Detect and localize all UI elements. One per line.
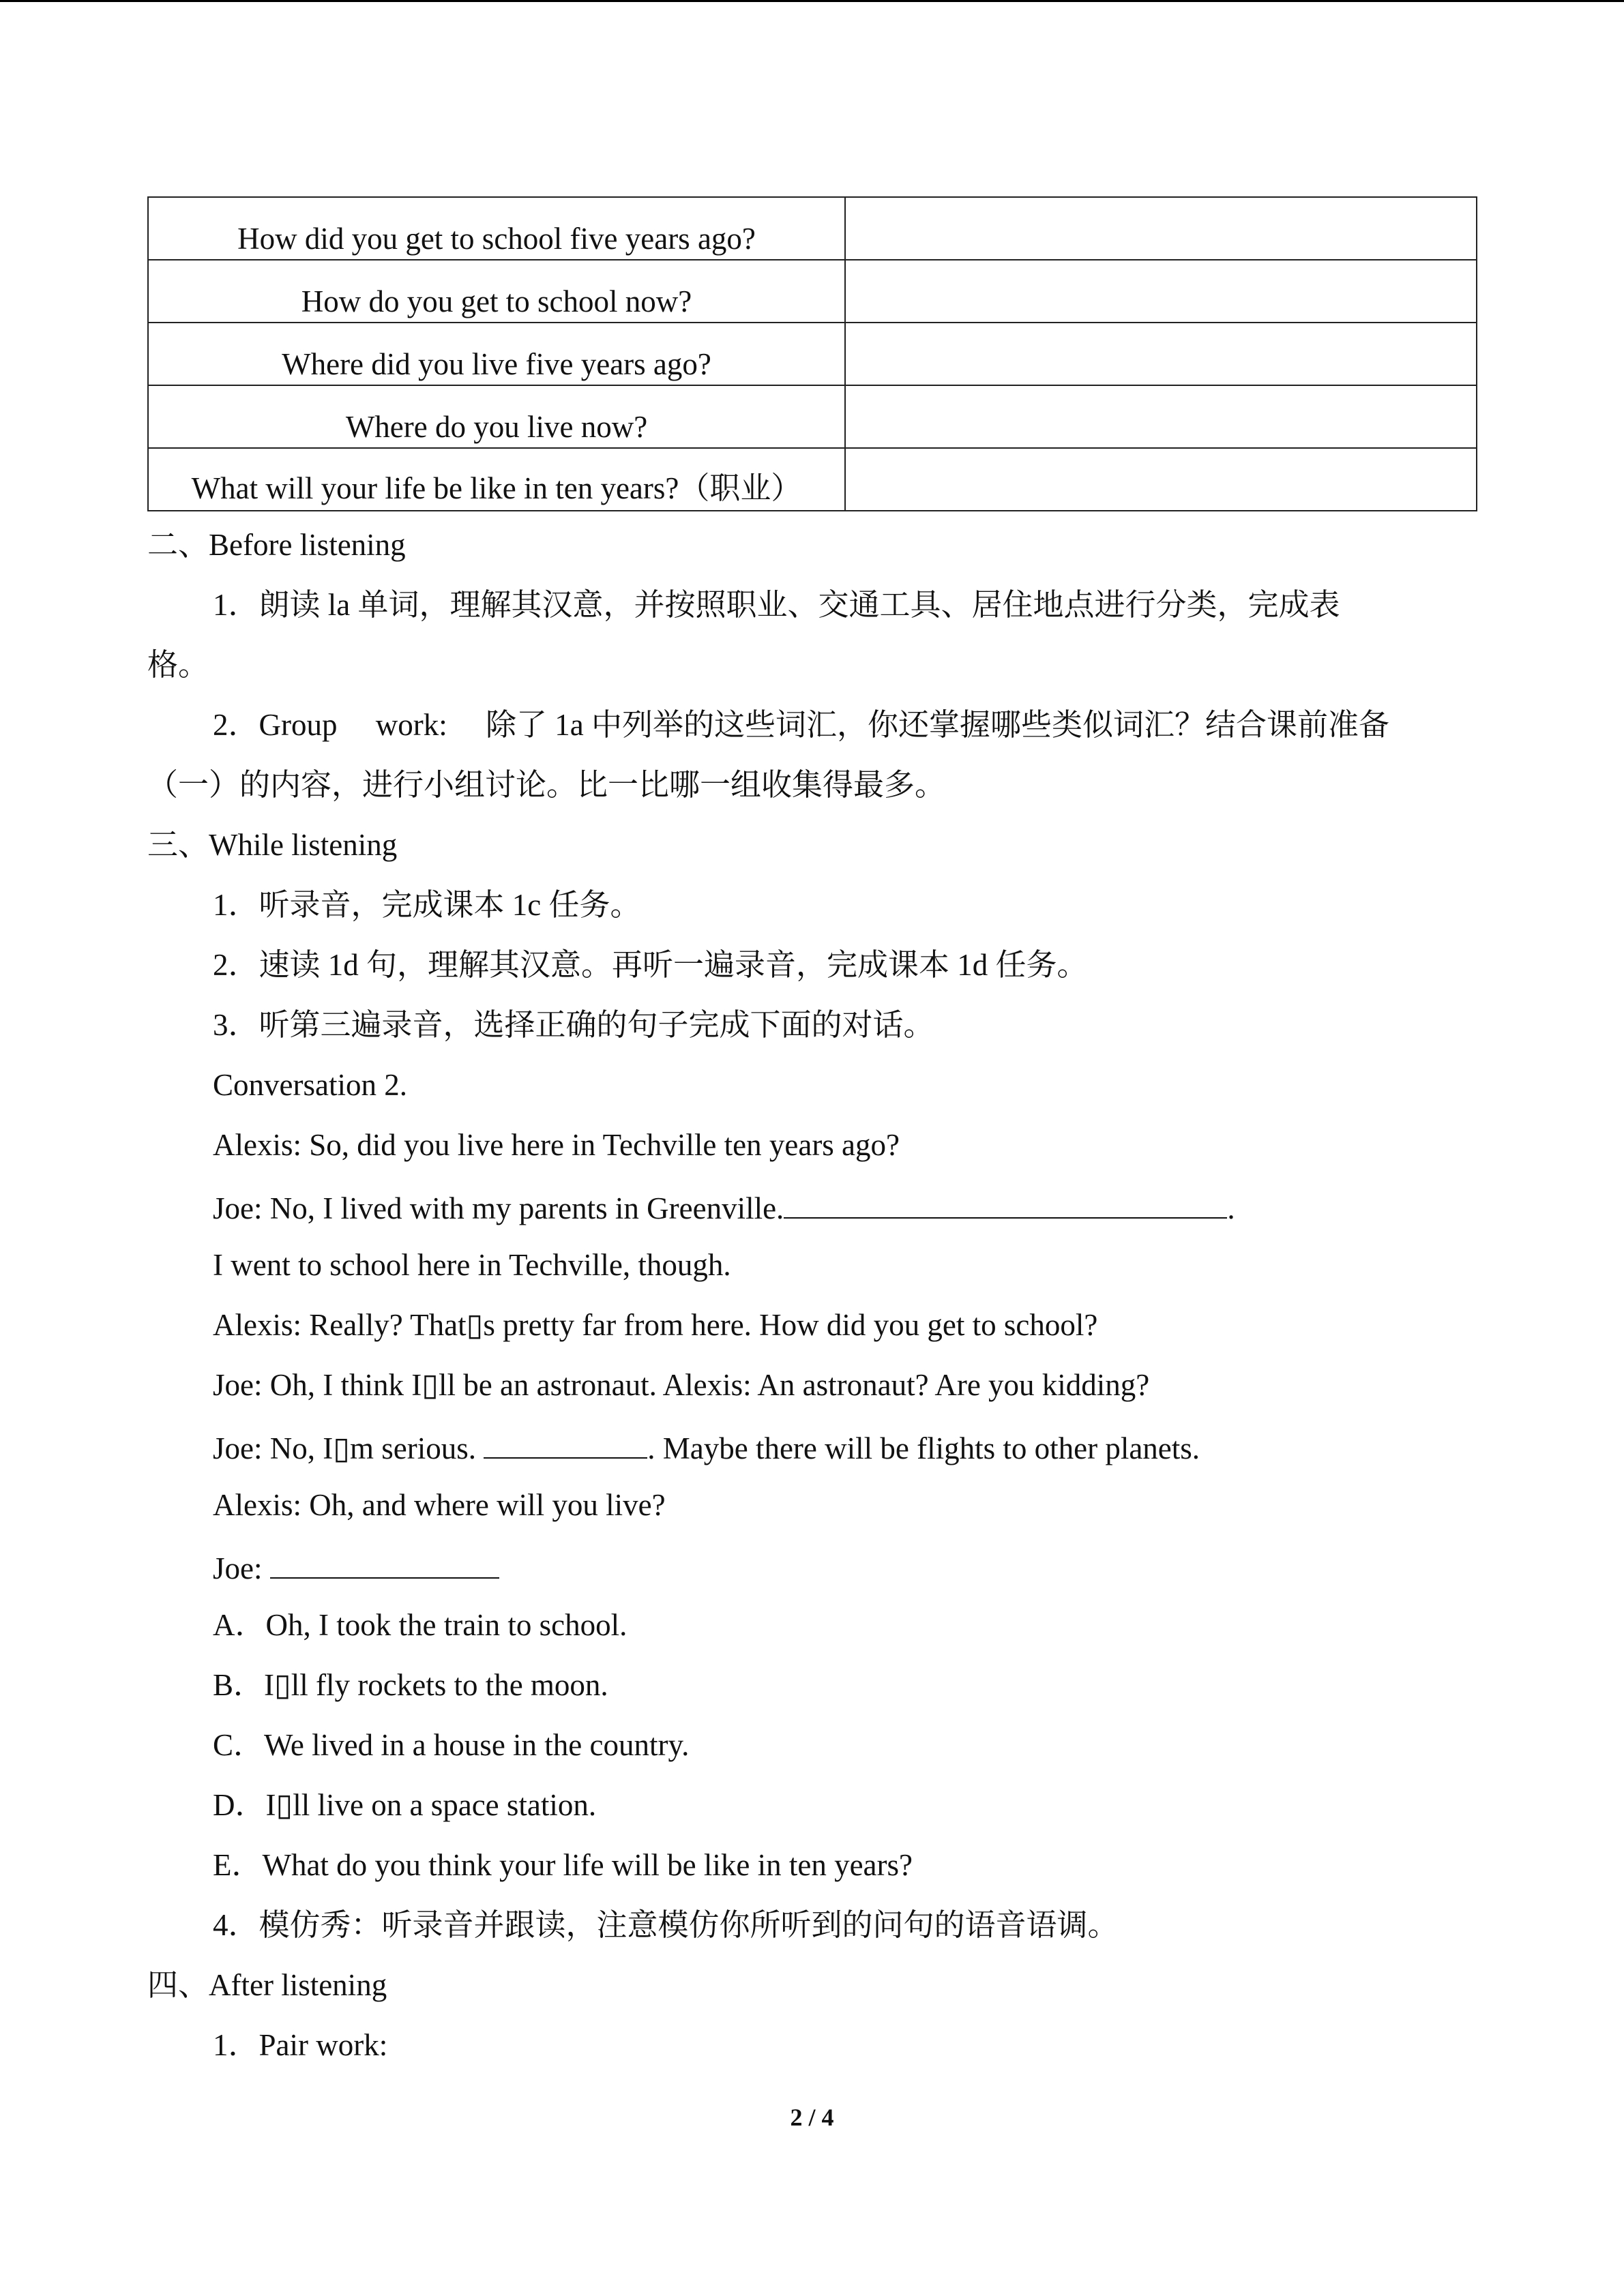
section-heading-after-listening: 四、After listening: [147, 1968, 387, 2002]
option-b: B．I▯ll fly rockets to the moon.: [213, 1668, 608, 1702]
section-heading-while-listening: 三、While listening: [147, 828, 398, 862]
option-a: A．Oh, I took the train to school.: [213, 1608, 628, 1642]
dialogue-line: [213, 1545, 499, 1589]
dialogue-text: .: [1227, 1191, 1235, 1225]
conversation-title: Conversation 2.: [213, 1068, 407, 1102]
while-item-3: 3．听第三遍录音，选择正确的句子完成下面的对话。: [213, 1008, 934, 1042]
table-row: [148, 385, 1477, 448]
dialogue-line: [213, 1184, 1235, 1229]
question-cell: Where do you live now?: [148, 385, 845, 448]
answer-blank[interactable]: [270, 1545, 499, 1579]
question-cell: How did you get to school five years ago?: [148, 197, 845, 260]
before-item-2-line-1: 2．Group work: 除了 1a 中列举的这些词汇，你还掌握哪些类似词汇？结合课前准备: [213, 708, 1389, 742]
answer-cell[interactable]: [845, 323, 1477, 385]
table-row: [148, 323, 1477, 385]
option-c: C．We lived in a house in the country.: [213, 1728, 690, 1762]
before-item-1-line-2: 格。: [147, 648, 209, 682]
dialogue-line: Alexis: Really? That▯s pretty far from here. How did you get to school?: [213, 1308, 1098, 1342]
while-item-4: 4．模仿秀：听录音并跟读，注意模仿你所听到的问句的语音语调。: [213, 1908, 1119, 1942]
question-cell: How do you get to school now?: [148, 260, 845, 323]
dialogue-line: Joe: Oh, I think I▯ll be an astronaut. Alexis: An astronaut? Are you kidding?: [213, 1368, 1150, 1402]
page-number: 2 / 4: [790, 2104, 834, 2131]
table-row: [148, 448, 1477, 511]
dialogue-text: Joe: No, I lived with my parents in Greenville.: [213, 1191, 784, 1225]
dialogue-line: [213, 1425, 1200, 1469]
section-heading-before-listening: 二、Before listening: [147, 528, 406, 562]
answer-blank[interactable]: [484, 1425, 647, 1459]
survey-table: [147, 196, 1477, 511]
option-d: D．I▯ll live on a space station.: [213, 1788, 597, 1822]
page-top-border: [0, 0, 1624, 2]
table-row: [148, 197, 1477, 260]
question-cell: Where did you live five years ago?: [148, 323, 845, 385]
question-cell: What will your life be like in ten years?（职业）: [148, 448, 845, 511]
table-row: [148, 260, 1477, 323]
answer-cell[interactable]: [845, 197, 1477, 260]
dialogue-line: Alexis: Oh, and where will you live?: [213, 1488, 666, 1522]
answer-cell[interactable]: [845, 385, 1477, 448]
dialogue-line: I went to school here in Techville, though.: [213, 1248, 731, 1282]
dialogue-line: Alexis: So, did you live here in Techville ten years ago?: [213, 1128, 900, 1162]
before-item-1-line-1: 1．朗读 la 单词，理解其汉意，并按照职业、交通工具、居住地点进行分类，完成表: [213, 588, 1340, 622]
answer-cell[interactable]: [845, 448, 1477, 511]
while-item-2: 2．速读 1d 句，理解其汉意。再听一遍录音，完成课本 1d 任务。: [213, 948, 1088, 982]
while-item-1: 1．听录音，完成课本 1c 任务。: [213, 888, 641, 922]
answer-cell[interactable]: [845, 260, 1477, 323]
answer-blank[interactable]: [784, 1184, 1227, 1219]
dialogue-text: . Maybe there will be flights to other planets.: [647, 1431, 1200, 1465]
option-e: E．What do you think your life will be like in ten years?: [213, 1848, 913, 1882]
after-item-1: 1．Pair work:: [213, 2028, 388, 2062]
dialogue-text: Joe:: [213, 1551, 270, 1585]
dialogue-text: Joe: No, I▯m serious.: [213, 1431, 484, 1465]
before-item-2-line-2: （一）的内容，进行小组讨论。比一比哪一组收集得最多。: [147, 768, 946, 802]
